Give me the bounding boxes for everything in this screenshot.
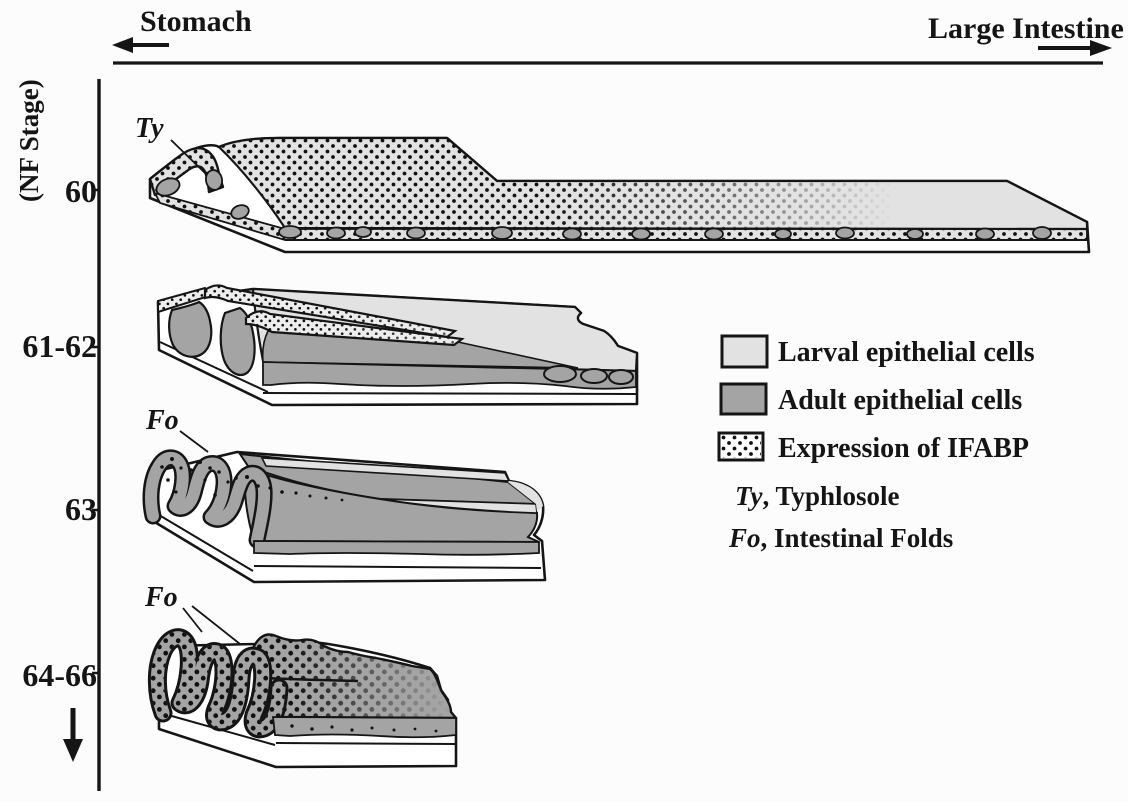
stage-label-61-62: 61-62 <box>22 328 97 364</box>
legend-folds-entry <box>728 523 953 553</box>
folds-63-annotation: Fo <box>146 405 179 436</box>
large-intestine-label: Large Intestine <box>928 12 1124 45</box>
stage-label-60: 60 <box>65 173 97 209</box>
typhlosole-annotation: Ty <box>135 113 164 144</box>
stage-64-66-front-layer-line <box>276 743 456 744</box>
typhlosole-meaning: , Typhlosole <box>762 481 900 511</box>
legend-ifabp-label: Expression of IFABP <box>778 433 1029 464</box>
typhlosole-abbr: Ty <box>735 481 763 511</box>
stomach-label: Stomach <box>140 5 252 38</box>
legend-larval-label: Larval epithelial cells <box>778 337 1035 368</box>
stage-label-63: 63 <box>65 491 97 527</box>
stage-63-adult-front-band <box>254 541 539 555</box>
legend-adult-label: Adult epithelial cells <box>778 385 1023 416</box>
nf-stage-axis-label: (NF Stage) <box>14 79 44 202</box>
stage-61-62-front-layer-line <box>263 393 636 394</box>
legend-typhlosole-entry <box>735 481 900 511</box>
stage-64-66-adult-front-band <box>273 717 456 737</box>
adult-swatch <box>721 384 766 414</box>
folds-abbr: Fo <box>729 523 761 553</box>
larval-swatch <box>722 336 767 367</box>
stage-label-64-66: 64-66 <box>22 657 97 693</box>
folds-meaning: , Intestinal Folds <box>760 523 954 553</box>
ifabp-swatch <box>719 433 763 460</box>
folds-64-annotation: Fo <box>145 582 178 613</box>
